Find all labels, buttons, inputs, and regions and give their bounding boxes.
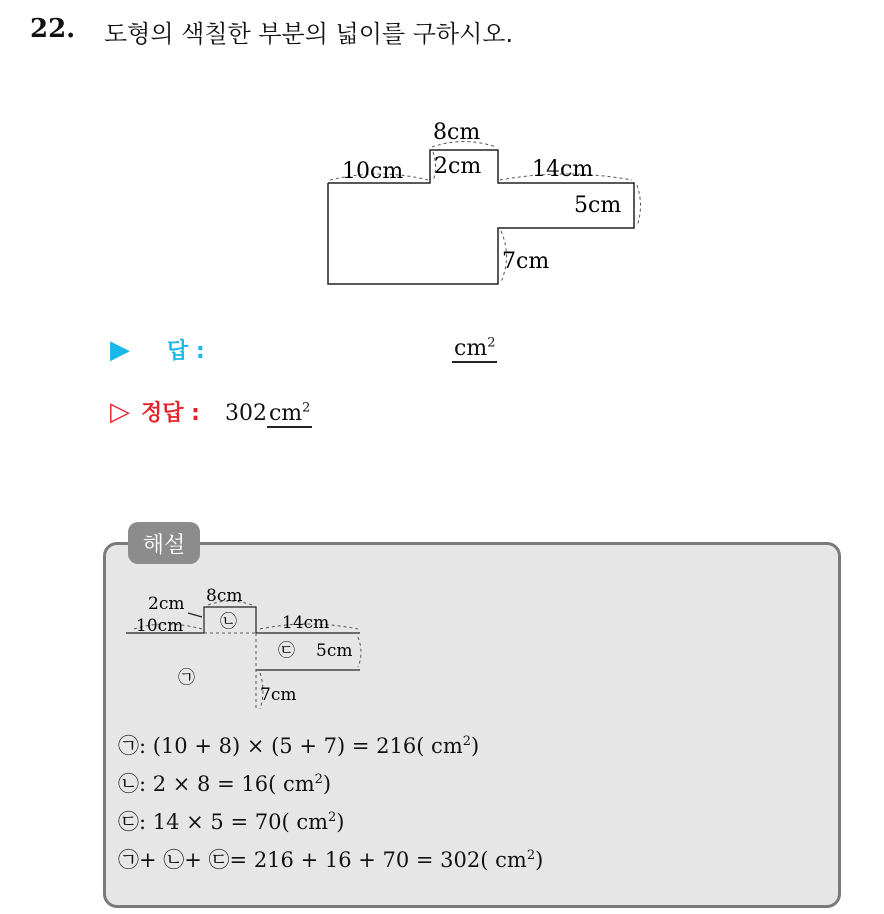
svg-text:8cm: 8cm [206, 586, 243, 606]
correct-label: 정답 : [141, 401, 200, 426]
question-text: 도형의 색칠한 부분의 넓이를 구하시오. [104, 20, 514, 48]
svg-text:5cm: 5cm [316, 641, 353, 661]
solution-line-2: ㉡: 2 × 8 = 16( $cm^2$) [118, 772, 332, 796]
solution-line-4: ㉠+ ㉡+ ㉢= 216 + 16 + 70 = 302( $cm^2$) [118, 848, 544, 872]
correct-value: 302 [224, 401, 267, 426]
explanation-diagram [118, 585, 378, 715]
play-arrow-icon: ▶ [110, 335, 130, 365]
label-14cm: 14cm [532, 157, 594, 182]
correct-row [110, 396, 312, 427]
svg-text:14cm: 14cm [282, 613, 330, 633]
solution-line-3: ㉢: 14 × 5 = 70( $cm^2$) [118, 810, 345, 834]
answer-row [110, 334, 205, 365]
svg-text:10cm: 10cm [136, 616, 184, 636]
label-10cm: 10cm [342, 159, 404, 184]
question-number: 22. [30, 14, 76, 44]
svg-text:㉡: ㉡ [220, 612, 237, 632]
circle-mark: ㉡ [118, 772, 139, 796]
label-2cm: 2cm [434, 154, 482, 179]
explanation-tab: 해설 [128, 522, 200, 564]
answer-blank[interactable] [452, 336, 497, 361]
svg-text:㉢: ㉢ [278, 641, 295, 661]
svg-text:㉠: ㉠ [178, 668, 195, 688]
svg-text:7cm: 7cm [260, 685, 297, 705]
label-7cm: 7cm [502, 249, 550, 274]
answer-unit: $cm^2$ [454, 335, 496, 361]
svg-text:2cm: 2cm [148, 594, 185, 614]
label-5cm: 5cm [574, 193, 622, 218]
label-8cm: 8cm [433, 120, 481, 145]
solution-line-1: ㉠: (10 + 8) × (5 + 7) = 216( $cm^2$) [118, 734, 480, 758]
correct-unit: $cm^2$ [268, 400, 311, 426]
circle-mark: ㉠ [118, 734, 139, 758]
shape-diagram [300, 110, 660, 300]
answer-label: 답 : [167, 339, 205, 364]
circle-mark: ㉢ [118, 810, 139, 834]
brace-5cm [637, 185, 641, 226]
outline-arrow-icon: ▷ [110, 397, 130, 427]
